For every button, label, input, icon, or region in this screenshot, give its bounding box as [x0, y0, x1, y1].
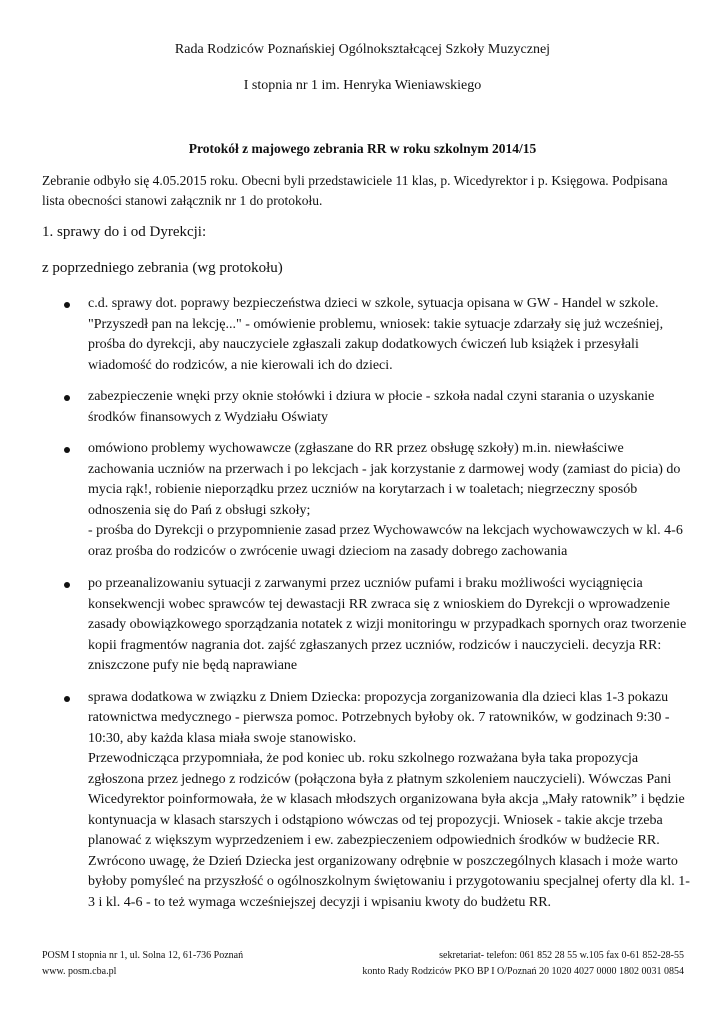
intro-paragraph: Zebranie odbyło się 4.05.2015 roku. Obecni byli przedstawiciele 11 klas, p. Wicedyrektor i p. Księgowa. Podpisana lista obecności stanowi załącznik nr 1 do protokołu.: [42, 173, 668, 208]
footer-contact: sekretariat- telefon: 061 852 28 55 w.105 fax 0-61 852-28-55: [439, 950, 684, 961]
footer-bank-account: konto Rady Rodziców PKO BP I O/Poznań 20 1020 4027 0000 1802 0031 0854: [362, 966, 684, 977]
bullet-list: [42, 294, 692, 913]
header-organization: Rada Rodziców Poznańskiej Ogólnokształcącej Szkoły Muzycznej: [174, 42, 551, 57]
item-text: c.d. sprawy dot. poprawy bezpieczeństwa dzieci w szkole, sytuacja opisana w GW - Handel w szkole. "Przyszedł pan na lekcję..." - omówienie problemu, wniosek: takie sytuacje zdarzały się już wcześniej, prośba do dyrekcji, aby nauczyciele zgłaszali zakup dodatkowych ćwiczeń lub książek i przesyłali wiadomość do rodziców, a nie kierowali ich do dzieci.: [88, 296, 664, 373]
document-title: Protokół z majowego zebrania RR w roku szkolnym 2014/15: [188, 141, 537, 156]
section-subheading-previous-meeting: z poprzedniego zebrania (wg protokołu): [42, 260, 283, 276]
item-text: po przeanalizowaniu sytuacji z zarwanymi przez uczniów pufami i braku możliwości wyciągnięcia konsekwencji wobec sprawców tej dewastacji RR zwraca się z wnioskiem do Dyrekcji o wprowadzenie zasady obowiązkowego sporządzania notatek z wizji monitoringu w przypadkach spornych oraz tworzenie kopii fragmentów nagrania dot. zajść zgłaszanych przez uczniów, rodziców i nauczycieli. decyzja RR: zniszczone pufy nie będą naprawiane: [88, 576, 687, 673]
bullet-icon: [64, 582, 70, 588]
list-item: [42, 439, 692, 562]
item-text: omówiono problemy wychowawcze (zgłaszane do RR przez obsługę szkoły) m.in. niewłaściwe zachowania uczniów na przerwach i po lekcjach - jak korzystanie z darmowej wody (zamiast do picia) do mycia rąk!, robienie nieporządku przez uczniów na korytarzach i w toaletach; niegrzeczny sposób odnoszenia się do Pań z obsługi szkoły;: [88, 441, 681, 518]
bullet-icon: [64, 696, 70, 702]
item-text: Przewodnicząca przypomniała, że pod koniec ub. roku szkolnego rozważana była taka propozycja zgłoszona przez jednego z rodziców (połączona była z płatnym szkoleniem nauczycieli). Wówczas Pani Wicedyrektor poinformowała, że w klasach młodszych organizowana była akcja „Mały ratownik” i będzie kontynuacja w klasach starszych i odstąpiono wówczas od tej propozycji. Wniosek - takie akcje trzeba planować z większym wyprzedzeniem i ew. zabezpieczeniem odpowiednich środków w budżecie RR.: [88, 751, 685, 848]
section-heading-directorate: 1. sprawy do i od Dyrekcji:: [42, 224, 207, 240]
list-item: [42, 387, 692, 428]
footer-address: POSM I stopnia nr 1, ul. Solna 12, 61-736 Poznań: [42, 950, 244, 961]
bullet-icon: [64, 302, 70, 308]
list-item: [42, 574, 692, 677]
bullet-icon: [64, 447, 70, 453]
header-school-name: I stopnia nr 1 im. Henryka Wieniawskiego: [243, 78, 482, 93]
footer-website: www. posm.cba.pl: [42, 966, 117, 977]
item-text: sprawa dodatkowa w związku z Dniem Dziecka: propozycja zorganizowania dla dzieci klas 1-3 pokazu ratownictwa medycznego - pierwsza pomoc. Potrzebnych byłoby ok. 7 ratowników, w godzinach 9:30 - 10:30, aby każda klasa miała swoje stanowisko.: [88, 689, 670, 746]
item-text: - prośba do Dyrekcji o przypomnienie zasad przez Wychowawców na lekcjach wychowawczych w kl. 4-6 oraz prośba do rodziców o zwrócenie uwagi dzieciom na zasady dobrego zachowania: [88, 523, 683, 559]
item-text: zabezpieczenie wnęki przy oknie stołówki i dziura w płocie - szkoła nadal czyni starania o uzyskanie środków finansowych z Wydziału Oświaty: [88, 389, 655, 425]
list-item: [42, 294, 692, 376]
list-item: [42, 688, 692, 914]
item-text: Zwrócono uwagę, że Dzień Dziecka jest organizowany odrębnie w poszczególnych klasach i może warto byłoby pomyśleć na przyszłość o ogólnoszkolnym świętowaniu i przygotowaniu specjalnej oferty dla kl. 1-3 i kl. 4-6 - to też wymaga wcześniejszej decyzji i wpisaniu kwoty do budżetu RR.: [88, 853, 690, 910]
bullet-icon: [64, 395, 70, 401]
